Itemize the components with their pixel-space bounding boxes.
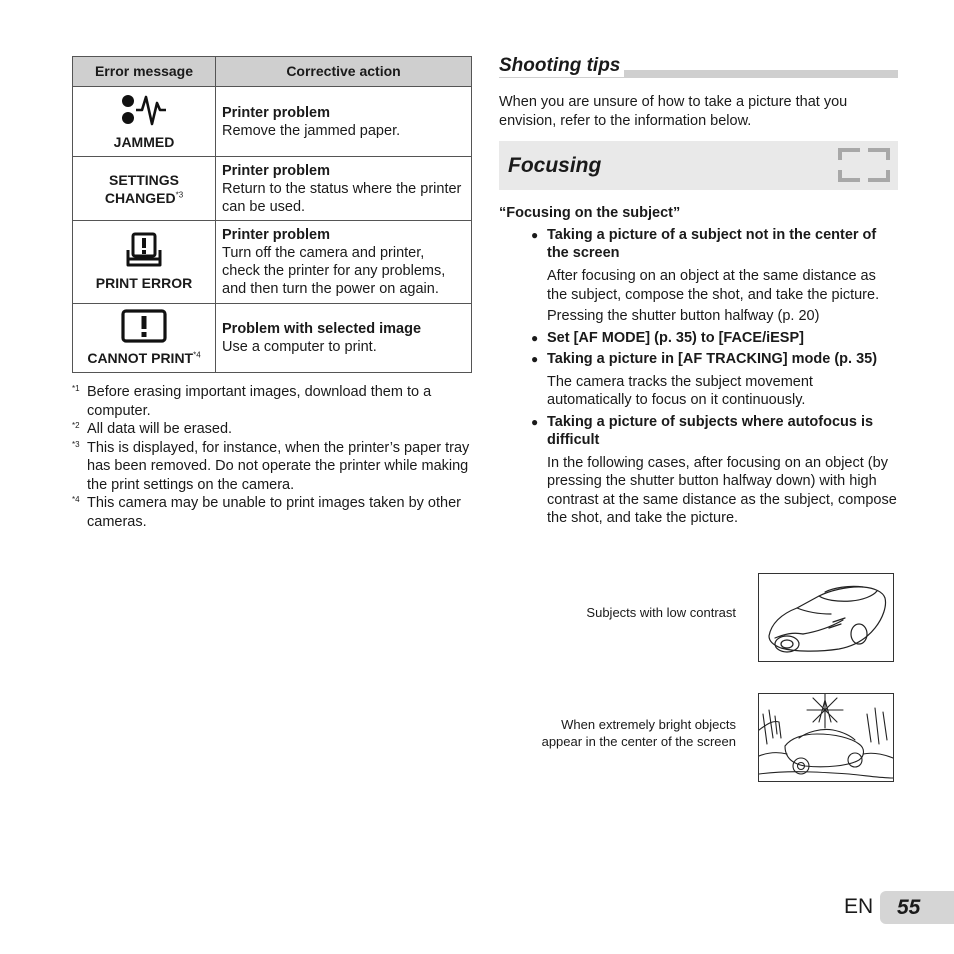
footnote-item <box>72 420 472 439</box>
tip-item <box>499 350 899 410</box>
footnote-text: All data will be erased. <box>87 421 233 437</box>
car-drawing <box>759 694 893 781</box>
footnote-mark: *4 <box>72 495 80 504</box>
tip-item <box>499 413 899 528</box>
tip-item <box>499 226 899 326</box>
printer-error-icon <box>125 232 163 268</box>
table-row <box>73 157 472 221</box>
focusing-content <box>499 204 899 531</box>
paper-jam-icon <box>120 93 168 127</box>
action-body: Remove the jammed paper. <box>222 122 401 139</box>
tip-heading: Set [AF MODE] (p. 35) to [FACE/iESP] <box>547 329 804 346</box>
table-header-row <box>73 57 472 87</box>
section-title: Shooting tips <box>499 55 624 77</box>
action-body: Use a computer to print. <box>222 339 377 355</box>
corrective-action-cell <box>216 157 472 221</box>
footnote-ref: *3 <box>175 189 184 199</box>
table-row <box>73 304 472 373</box>
tip-body: In the following cases, after focusing on an object (by pressing the shutter button halfway down) with high contrast at the same distance as the subject, compose the shot, and take the picture. <box>547 454 897 526</box>
page-number: 55 <box>897 896 921 919</box>
corrective-action-cell <box>216 221 472 304</box>
action-body: Return to the status where the printer can be used. <box>222 180 462 215</box>
error-message-text: SETTINGS <box>108 171 179 188</box>
error-message-text: JAMMED <box>113 133 175 150</box>
footnote-ref: *4 <box>193 350 201 360</box>
footnote-mark: *3 <box>72 439 80 449</box>
error-message-text: CANNOT PRINT <box>87 350 194 366</box>
focusing-heading <box>499 141 898 190</box>
focus-frame-icon <box>838 148 890 182</box>
footnote-text: This is displayed, for instance, when the printer’s paper tray has been removed. Do not operate the printer while making the print settings on the camera. <box>87 439 470 493</box>
corrective-action-cell <box>216 87 472 157</box>
car-drawing <box>759 574 893 661</box>
car-bright-light-illustration <box>758 693 894 782</box>
action-title: Printer problem <box>222 227 330 243</box>
action-title: Printer problem <box>222 104 330 121</box>
error-message-cell <box>73 221 216 304</box>
exclamation-box-icon <box>121 309 167 343</box>
caption-text: When extremely bright objects <box>561 717 736 732</box>
footnote-item <box>72 383 472 420</box>
footnote-mark: *1 <box>72 384 80 393</box>
error-message-cell <box>73 157 216 221</box>
footnote-text: Before erasing important images, download them to a computer. <box>87 384 432 419</box>
example-caption <box>496 716 736 750</box>
car-low-contrast-illustration <box>758 573 894 662</box>
tip-heading: Taking a picture of a subject not in the center of the screen <box>547 227 877 261</box>
header-corrective-action: Corrective action <box>216 57 472 87</box>
error-table <box>72 56 472 373</box>
subsection-title: Focusing <box>508 154 602 177</box>
intro-text: When you are unsure of how to take a picture that you envision, refer to the information below. <box>499 94 848 129</box>
bullet-glyph: ● <box>531 228 539 242</box>
footnote-item <box>72 439 472 495</box>
footnote-mark: *2 <box>72 421 80 430</box>
footnotes <box>72 383 472 531</box>
error-message-text: CHANGED <box>104 189 176 206</box>
tip-body: Pressing the shutter button halfway (p. 20) <box>547 308 820 324</box>
error-message-text: PRINT ERROR <box>95 275 193 291</box>
bullet-glyph: ● <box>531 351 539 366</box>
error-message-cell <box>73 304 216 373</box>
bullet-glyph: ● <box>531 330 539 345</box>
tip-body: After focusing on an object at the same distance as the subject, compose the shot, and take the picture. <box>547 268 880 303</box>
footnote-text: This camera may be unable to print images taken by other cameras. <box>87 495 461 530</box>
tip-heading: Taking a picture of subjects where autofocus is difficult <box>547 413 874 448</box>
action-title: Problem with selected image <box>222 321 422 337</box>
bullet-glyph: ● <box>531 414 539 429</box>
action-body: Turn off the camera and printer, check the printer for any problems, and then turn the power on again. <box>222 245 446 297</box>
language-label: EN <box>844 895 874 918</box>
tip-body: The camera tracks the subject movement automatically to focus on it continuously. <box>547 373 813 408</box>
caption-text: Subjects with low contrast <box>586 605 736 620</box>
tip-item <box>499 329 899 347</box>
header-error-message: Error message <box>73 57 216 87</box>
error-message-cell <box>73 87 216 157</box>
tip-heading: Taking a picture in [AF TRACKING] mode (p. 35) <box>547 350 878 367</box>
shooting-tips-heading <box>499 55 898 79</box>
table-row <box>73 87 472 157</box>
page-number-tab <box>880 891 954 924</box>
focusing-lead: “Focusing on the subject” <box>499 205 681 221</box>
table-row <box>73 221 472 304</box>
caption-text: appear in the center of the screen <box>541 734 736 749</box>
example-caption <box>496 604 736 621</box>
footnote-item <box>72 494 472 531</box>
corrective-action-cell <box>216 304 472 373</box>
action-title: Printer problem <box>222 162 330 179</box>
